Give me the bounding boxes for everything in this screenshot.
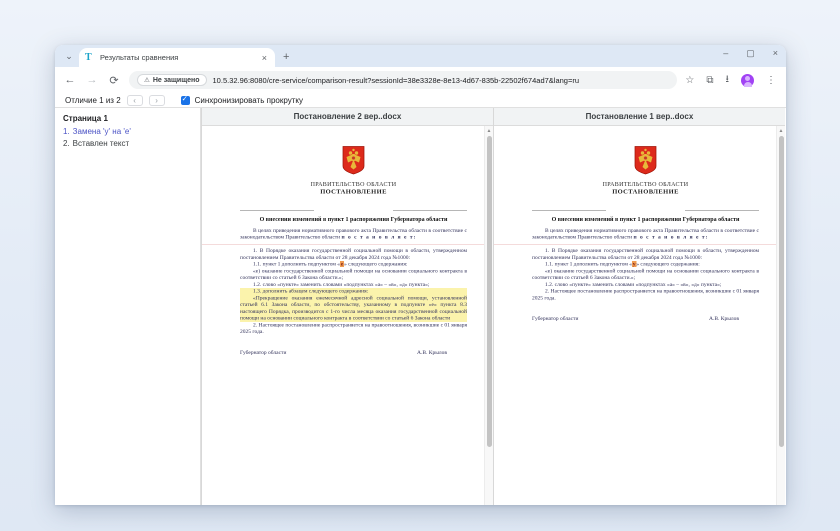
left-panel-header	[202, 108, 493, 126]
sidebar-item-num: 2.	[63, 139, 70, 148]
doc-preamble: В целях приведения нормативного правового акта Правительства области в соответствие с законодательством Правительство области п о с т а н о в л я е т:	[532, 227, 759, 240]
coat-of-arms-icon	[240, 146, 467, 177]
right-doc-page[interactable]	[494, 126, 785, 505]
download-icon[interactable]: ⭳	[725, 73, 729, 85]
minimize-button[interactable]: –	[723, 48, 729, 58]
sidebar-page-header: Страница 1	[63, 114, 108, 123]
signature-position: Губернатор области	[240, 349, 287, 356]
doc-preamble: В целях приведения нормативного правового акта Правительства области в соответствие с законодательством Правительство области п о с т а н о в л я е т:	[240, 227, 467, 240]
doc-heading: О внесении изменений в пункт 1 распоряжения Губернатора области	[259, 215, 448, 223]
signature-name: А.В. Крылов	[709, 315, 739, 322]
doc-paragraph-1-3-body: «Прекращение оказания ежемесячной адресной социальной помощи, установленной статьей 6.1 Закона области, по обстоятельству, указанному в подпункте «е» пункта 8.3 настоящего Порядка, производится с 1-го числа месяца оказания государственной социальной помощи на основании социального контракта в соответствии со статьей 6 Закона области	[240, 294, 467, 321]
sidebar-item-inserted[interactable]	[63, 139, 192, 148]
replaced-char-highlight[interactable]: у	[632, 261, 636, 267]
window-controls	[723, 48, 778, 59]
doc-paragraph-2: 2. Настоящее постановление распространяется на правоотношения, возникшие с 01 января 2025 года.	[532, 288, 759, 301]
sidebar-item-label: Замена 'у' на 'е'	[72, 127, 131, 136]
diff-sidebar	[55, 108, 201, 505]
doc-heading: О внесении изменений в пункт 1 распоряжения Губернатора области	[551, 215, 740, 223]
sidebar-item-replace[interactable]	[63, 127, 192, 136]
right-panel-scrollbar[interactable]	[776, 126, 785, 505]
diff-position-line	[494, 244, 776, 245]
gov-line1: ПРАВИТЕЛЬСТВО ОБЛАСТИ	[310, 180, 397, 188]
scroll-up-icon[interactable]: ▲	[778, 127, 784, 134]
doc-paragraph-1-3: 1.3. дополнить абзацем следующего содержания:	[253, 288, 369, 294]
compare-controls	[55, 93, 786, 107]
coat-of-arms-icon	[532, 146, 759, 177]
tab-title: Результаты сравнения	[100, 53, 179, 62]
tab-favicon-icon: T	[85, 51, 92, 63]
signature-rules	[240, 210, 467, 211]
forward-icon[interactable]: →	[86, 74, 98, 86]
sync-scroll-control	[181, 96, 303, 105]
tab-close-icon[interactable]: ×	[261, 52, 267, 63]
sidebar-item-label: Вставлен текст	[72, 139, 130, 148]
left-doc-title: Постановление 2 вер..docx	[293, 112, 402, 121]
extensions-icon[interactable]: ⧉	[706, 74, 714, 86]
doc-paragraph-1-1: 1.1. пункт 1 дополнить подпунктом «у» следующего содержания:	[545, 261, 700, 267]
doc-paragraph-1-1-body: «е) оказание государственной социальной помощи на основании социального контракта в соответствии со статьей 6 Закона области.»;	[240, 267, 467, 281]
scrollbar-thumb[interactable]	[487, 136, 492, 447]
gov-line2: ПОСТАНОВЛЕНИЕ	[612, 187, 679, 195]
signature-block	[532, 316, 759, 323]
left-document-panel	[201, 108, 493, 505]
scroll-up-icon[interactable]: ▲	[486, 127, 492, 134]
kebab-menu-icon[interactable]: ⋮	[766, 74, 776, 86]
right-doc-title: Постановление 1 вер..docx	[585, 112, 694, 121]
gov-line1: ПРАВИТЕЛЬСТВО ОБЛАСТИ	[602, 180, 689, 188]
close-button[interactable]: ×	[772, 48, 778, 58]
url-text[interactable]: 10.5.32.96:8080/cre-service/comparison-result?sessionId=38e3328e-8e13-4d67-835b-22502f674ad7&lang=ru	[212, 75, 580, 85]
browser-tab[interactable]	[79, 48, 275, 67]
right-document-panel	[493, 108, 785, 505]
inserted-text-highlight[interactable]	[240, 288, 467, 322]
maximize-button[interactable]: ▢	[746, 48, 755, 58]
back-icon[interactable]: ←	[64, 74, 76, 86]
sidebar-item-num: 1.	[63, 127, 70, 136]
signature-position: Губернатор области	[532, 315, 579, 322]
right-panel-header	[494, 108, 785, 126]
bookmark-star-icon[interactable]: ☆	[685, 74, 695, 86]
doc-paragraph-1: 1. В Порядке оказания государственной социальной помощи в области, утвержденном постановлением Правительства области от 28 декабря 2024 года №1000:	[240, 247, 467, 261]
security-badge[interactable]	[137, 74, 207, 86]
profile-avatar[interactable]	[741, 74, 754, 87]
doc-paragraph-1: 1. В Порядке оказания государственной социальной помощи в области, утвержденном постановлением Правительства области от 28 декабря 2024 года №1000:	[532, 247, 759, 261]
replaced-char-highlight[interactable]: е	[340, 261, 344, 267]
address-bar[interactable]	[129, 71, 677, 89]
doc-paragraph-1-1-body: «е) оказание государственной социальной помощи на основании социального контракта в соответствии со статьей 6 Закона области.»;	[532, 267, 759, 281]
sync-scroll-checkbox[interactable]	[181, 96, 190, 105]
signature-name: А.В. Крылов	[417, 349, 447, 356]
doc-paragraph-1-2: 1.2. слово «пункте» заменить словами «подпунктах «а» – «в», «д» пункта»;	[545, 281, 722, 288]
scrollbar-thumb[interactable]	[779, 136, 784, 447]
next-diff-button[interactable]: ›	[149, 95, 165, 106]
reload-icon[interactable]: ⟳	[109, 74, 119, 87]
signature-block	[240, 349, 467, 356]
prev-diff-button[interactable]: ‹	[127, 95, 143, 106]
sync-scroll-label: Синхронизировать прокрутку	[194, 95, 303, 105]
doc-paragraph-1-2: 1.2. слово «пункте» заменить словами «подпунктах «а» – «в», «д» пункта»;	[253, 281, 430, 288]
doc-paragraph-2: 2. Настоящее постановление распространяется на правоотношения, возникшие с 01 января 2025 года.	[240, 321, 467, 335]
diff-counter: Отличие 1 из 2	[65, 95, 121, 105]
left-doc-page[interactable]	[202, 126, 493, 505]
browser-window	[55, 45, 786, 505]
tab-strip	[55, 45, 786, 67]
gov-line2: ПОСТАНОВЛЕНИЕ	[320, 187, 387, 195]
warning-icon: ⚠	[144, 77, 150, 84]
main-area	[55, 107, 786, 505]
signature-rules	[532, 210, 759, 211]
browser-toolbar	[55, 67, 786, 93]
tab-search-chevron-icon[interactable]: ⌄	[65, 50, 73, 61]
left-panel-scrollbar[interactable]	[484, 126, 493, 505]
toolbar-right-icons	[685, 72, 778, 89]
security-label: Не защищено	[152, 76, 200, 84]
diff-position-line	[202, 244, 484, 245]
new-tab-button[interactable]: +	[283, 51, 290, 63]
doc-paragraph-1-1: 1.1. пункт 1 дополнить подпунктом «е» следующего содержания:	[253, 261, 408, 267]
